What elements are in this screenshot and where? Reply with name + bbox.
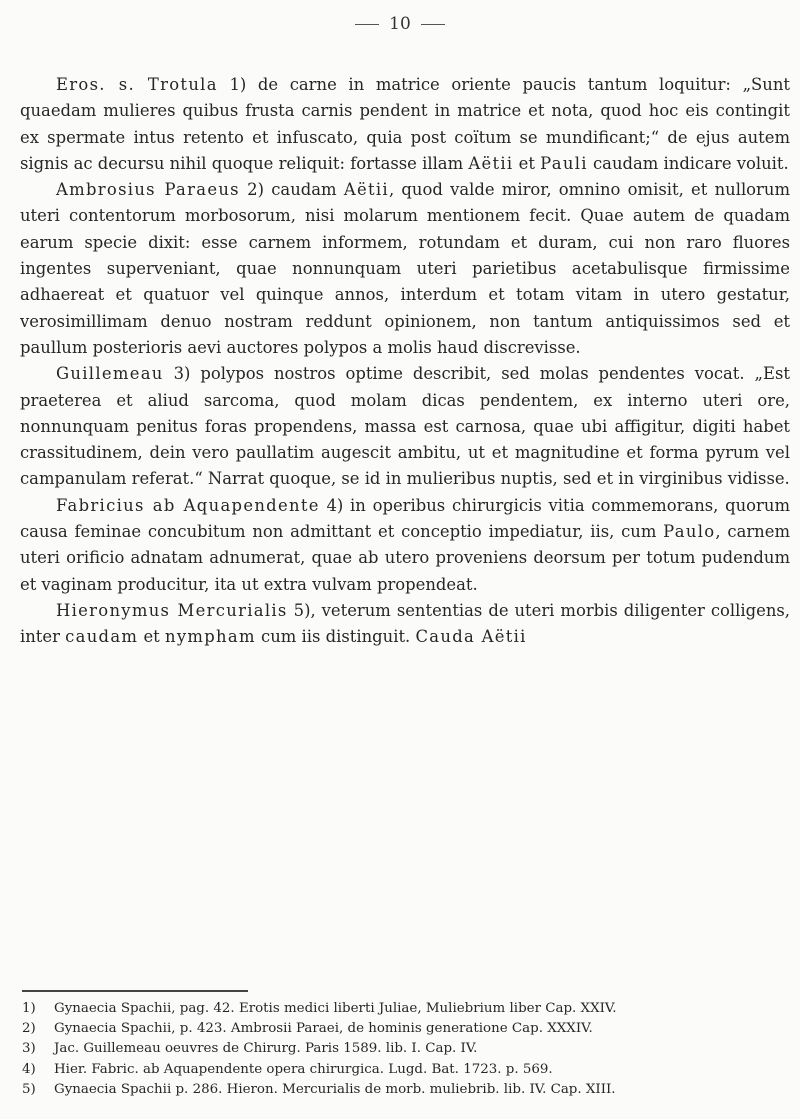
spaced-name: Guillemeau — [56, 364, 164, 384]
text-run: et — [513, 153, 541, 173]
paragraph — [20, 598, 790, 651]
page-number — [0, 14, 800, 34]
paragraph — [20, 72, 790, 177]
footnote-mark: 3) — [22, 1041, 36, 1057]
spaced-name: Aëtii — [343, 180, 389, 200]
main-text — [20, 72, 790, 651]
spaced-name: Eros. s. Trotula — [56, 75, 218, 94]
footnote — [22, 1080, 782, 1100]
footnote — [22, 1060, 782, 1080]
text-run: 1) de carne in matrice oriente paucis tantum loquitur: „Sunt quaedam mulieres quibus frusta carnis pendent in matrice et nota, quod hoc eis contingit ex spermate intus retento et infuscato, quia post coïtum se mundificant;“ de ejus autem signis ac decursu nihil quoque reliquit: fortasse illam — [20, 75, 790, 173]
footnote-text: Gynaecia Spachii, pag. 42. Erotis medici liberti Juliae, Muliebrium liber Cap. XXIV. — [54, 1001, 617, 1016]
text-run: caudam indicare voluit. — [587, 153, 789, 173]
paragraph — [20, 493, 790, 598]
text-run: 4) in operibus chirurgicis vitia commemorans, quorum causa feminae concubitum non admittant et conceptio impediatur, iis, cum — [20, 495, 790, 542]
spaced-name: Cauda Aëtii — [415, 627, 527, 647]
spaced-name: Hieronymus Mercurialis — [56, 600, 288, 620]
text-run: , carnem uteri orificio adnatam adnumerat, quae ab utero proveniens deorsum per totum pudendum et vaginam producitur, ita ut extra vulvam propendeat. — [20, 522, 790, 594]
text-run: 2) caudam — [239, 180, 344, 200]
footnote-mark: 4) — [22, 1061, 36, 1077]
footnote-text: Gynaecia Spachii p. 286. Hieron. Mercurialis de morb. muliebrib. lib. IV. Cap. XIII. — [54, 1081, 616, 1097]
spaced-name: nympham — [164, 627, 256, 647]
footnote — [22, 999, 782, 1019]
footnote-text: Jac. Guillemeau oeuvres de Chirurg. Paris 1589. lib. I. Cap. IV. — [54, 1041, 478, 1057]
text-run: 5), veterum sententias de uteri morbis diligenter colligens, inter — [20, 600, 791, 647]
spaced-name: Paulo — [663, 522, 716, 542]
text-run: et — [138, 627, 165, 647]
footnote-text: Hier. Fabric. ab Aquapendente opera chirurgica. Lugd. Bat. 1723. p. 569. — [54, 1061, 553, 1077]
footnote-text: Gynaecia Spachii, p. 423. Ambrosii Paraei, de hominis generatione Cap. XXXIV. — [54, 1021, 593, 1037]
footnote-mark: 2) — [22, 1021, 36, 1037]
spaced-name: Fabricius ab Aquapendente — [56, 495, 320, 515]
spaced-name: Ambrosius Paraeus — [56, 180, 240, 200]
footnote-mark: 5) — [22, 1081, 36, 1097]
footnote — [22, 1019, 782, 1039]
text-run: , quod valde miror, omnino omisit, et nullorum uteri contentorum morbosorum, nisi molarum mentionem fecit. Quae autem de quadam earum specie dixit: esse carnem informem, rotundam et duram, cui non raro fluores ingentes superveniant, quae nonnunquam uteri parietibus acetabulisque firmissime adhaereat et quatuor vel quinque annos, interdum et totam vitam in utero gestatur, verosimillimam denuo nostram reddunt opinionem, non tantum antiquissimos sed et paullum posterioris aevi auctores polypos a molis haud discrevisse. — [20, 180, 790, 357]
dash-right — [421, 24, 445, 25]
footnote — [22, 1039, 782, 1059]
text-run: 3) polypos nostros optime describit, sed molas pendentes vocat. „Est praeterea et aliud sarcoma, quod molam dicas pendentem, ex interno uteri ore, nonnunquam penitus foras propendens, massa est carnosa, quae ubi affigitur, digiti habet crassitudinem, dein vero paullatim augescit ambitu, ut et magnitudine et forma pyrum vel campanulam referat.“ Narrat quoque, se id in mulieribus nuptis, sed et in virginibus vidisse. — [20, 364, 790, 489]
footnotes — [22, 999, 782, 1100]
dash-left — [355, 24, 379, 25]
paragraph — [20, 361, 790, 492]
page-number-value: 10 — [389, 14, 411, 34]
footnote-rule — [22, 990, 248, 992]
spaced-name: caudam — [65, 627, 139, 647]
text-run: cum iis distinguit. — [255, 627, 416, 647]
footnote-mark: 1) — [22, 1001, 36, 1016]
spaced-name: Pauli — [540, 153, 588, 173]
spaced-name: Aëtii — [468, 153, 514, 173]
paragraph — [20, 177, 790, 361]
